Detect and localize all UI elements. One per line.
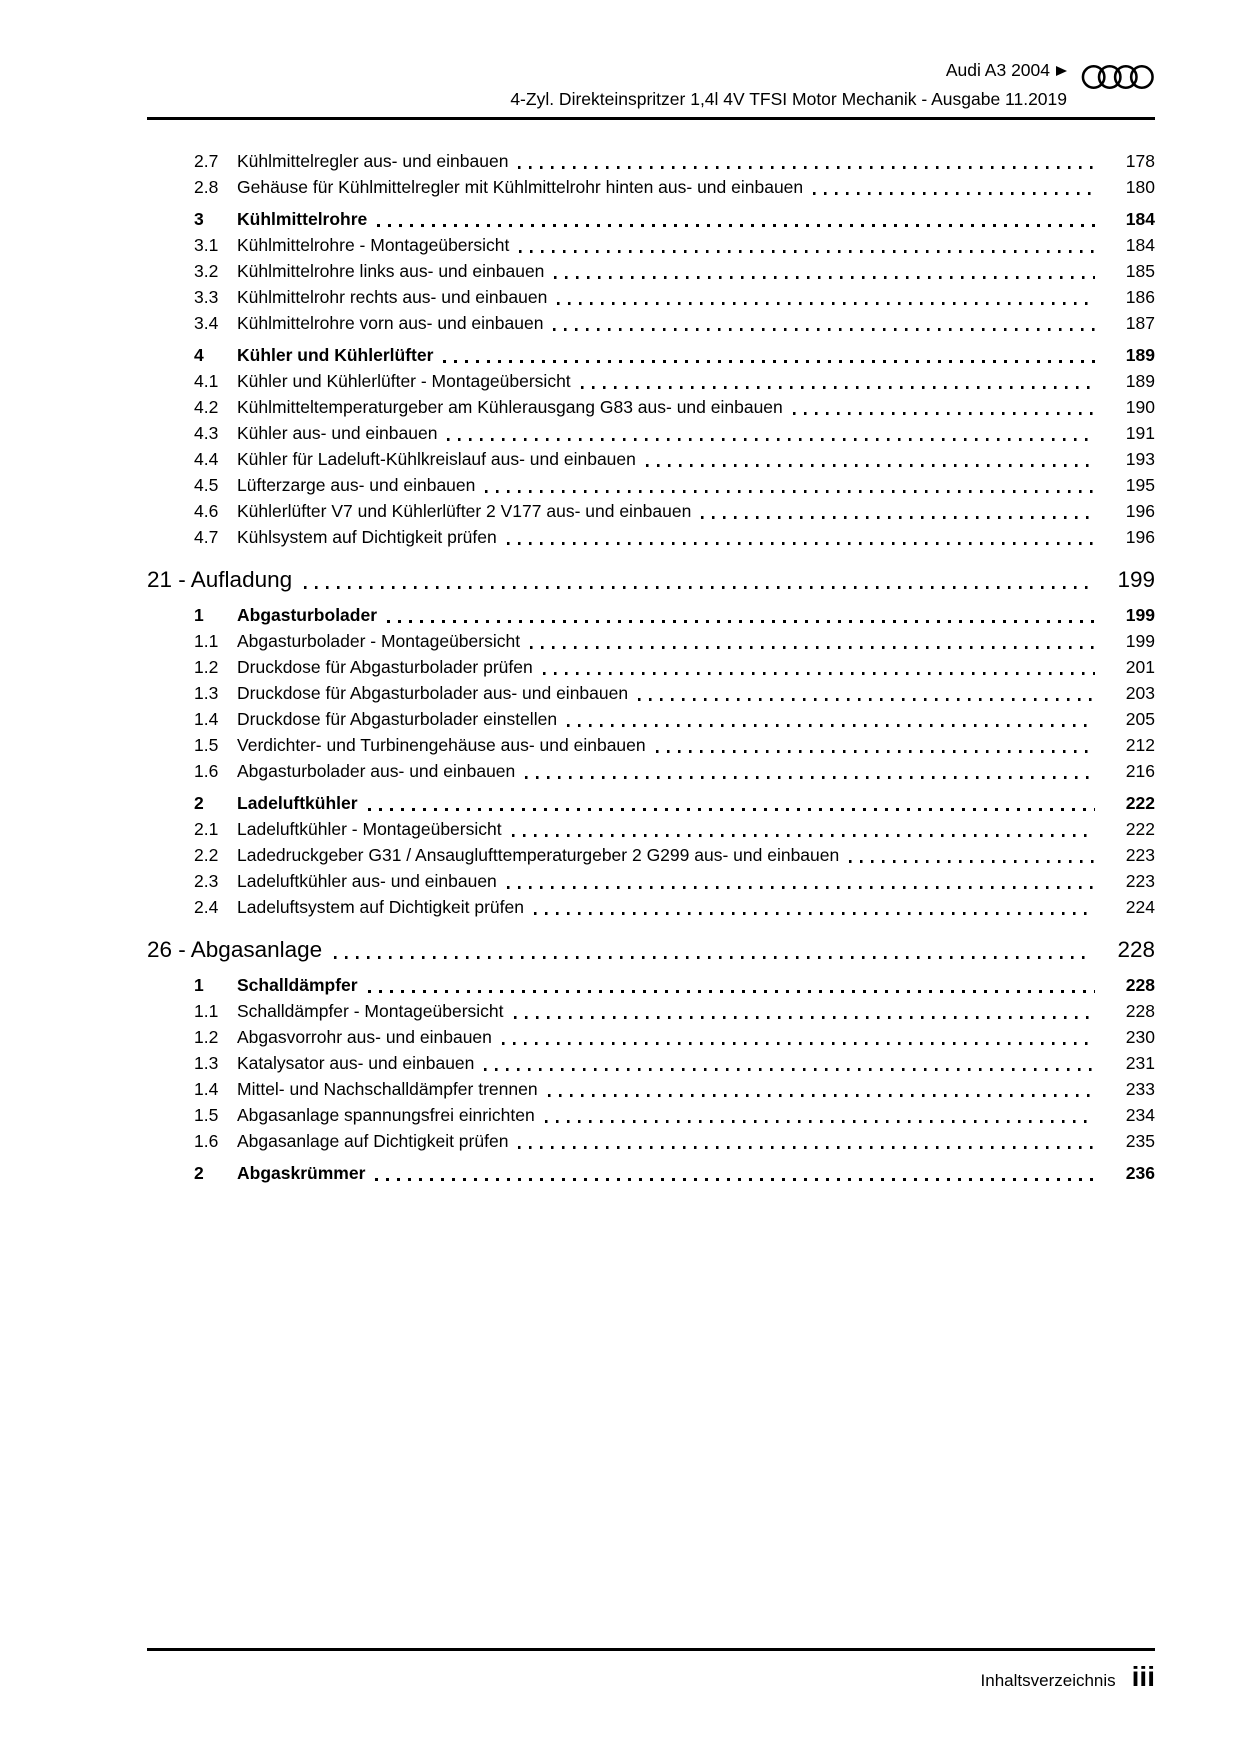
toc-entry-title: Ladeluftkühler bbox=[237, 793, 358, 813]
dot-leader bbox=[485, 490, 1095, 493]
toc-entry bbox=[147, 498, 1155, 524]
toc-entry-page: 228 bbox=[1125, 975, 1155, 995]
toc-entry bbox=[147, 654, 1155, 680]
toc-entry-page: 180 bbox=[1125, 177, 1155, 197]
toc-entry-number: 3.3 bbox=[194, 287, 219, 307]
header-divider bbox=[147, 117, 1155, 120]
dot-leader bbox=[519, 250, 1095, 253]
toc-entry bbox=[147, 602, 1155, 628]
toc-entry-title: Abgasvorrohr aus- und einbauen bbox=[237, 1027, 492, 1047]
toc-entry-number: 1.2 bbox=[194, 1027, 219, 1047]
toc-entry-page: 196 bbox=[1125, 501, 1155, 521]
toc-entry-page: 222 bbox=[1125, 819, 1155, 839]
toc-entry-page: 193 bbox=[1125, 449, 1155, 469]
toc-entry-page: 187 bbox=[1125, 313, 1155, 333]
toc-entry-title: Ladeluftkühler aus- und einbauen bbox=[237, 871, 497, 891]
toc-entry-title: Kühler und Kühlerlüfter bbox=[237, 345, 434, 365]
toc-entry-number: 4.3 bbox=[194, 423, 219, 443]
toc-entry bbox=[147, 524, 1155, 550]
toc-chapter-title: 26 - Abgasanlage bbox=[147, 937, 323, 962]
toc-entry-number: 4.6 bbox=[194, 501, 219, 521]
toc-entry-title: Kühler aus- und einbauen bbox=[237, 423, 438, 443]
dot-leader bbox=[813, 192, 1095, 195]
toc-entry bbox=[147, 1102, 1155, 1128]
toc-entry-page: 189 bbox=[1125, 345, 1155, 365]
toc-entry-page: 223 bbox=[1125, 871, 1155, 891]
table-of-contents bbox=[147, 148, 1155, 1186]
dot-leader bbox=[368, 808, 1095, 811]
toc-entry bbox=[147, 1050, 1155, 1076]
toc-entry bbox=[147, 998, 1155, 1024]
dot-leader bbox=[375, 1178, 1095, 1181]
audi-rings-logo-icon bbox=[1081, 62, 1155, 92]
toc-entry bbox=[147, 368, 1155, 394]
toc-entry-page: 201 bbox=[1125, 657, 1155, 677]
toc-entry-number: 2.4 bbox=[194, 897, 219, 917]
dot-leader bbox=[334, 956, 1089, 959]
toc-entry bbox=[147, 680, 1155, 706]
toc-entry-title: Kühlmittelrohr rechts aus- und einbauen bbox=[237, 287, 548, 307]
toc-entry-number: 2.8 bbox=[194, 177, 219, 197]
toc-entry-page: 212 bbox=[1125, 735, 1155, 755]
dot-leader bbox=[554, 276, 1095, 279]
toc-entry-number: 3.4 bbox=[194, 313, 219, 333]
toc-entry-page: 205 bbox=[1125, 709, 1155, 729]
toc-entry bbox=[147, 842, 1155, 868]
toc-entry bbox=[147, 284, 1155, 310]
dot-leader bbox=[518, 1146, 1095, 1149]
toc-entry-number: 1.1 bbox=[194, 1001, 219, 1021]
dot-leader bbox=[377, 224, 1095, 227]
toc-entry-title: Verdichter- und Turbinengehäuse aus- und einbauen bbox=[237, 735, 646, 755]
toc-entry bbox=[147, 790, 1155, 816]
toc-entry bbox=[147, 1024, 1155, 1050]
toc-entry-number: 1 bbox=[194, 975, 204, 995]
dot-leader bbox=[447, 438, 1095, 441]
toc-entry-page: 234 bbox=[1125, 1105, 1155, 1125]
toc-entry bbox=[147, 310, 1155, 336]
toc-entry-title: Katalysator aus- und einbauen bbox=[237, 1053, 475, 1073]
toc-entry-title: Schalldämpfer bbox=[237, 975, 358, 995]
toc-entry-page: 196 bbox=[1125, 527, 1155, 547]
toc-entry-number: 1.3 bbox=[194, 683, 219, 703]
toc-entry-title: Kühlmittelrohre vorn aus- und einbauen bbox=[237, 313, 544, 333]
toc-entry bbox=[147, 232, 1155, 258]
footer-divider bbox=[147, 1648, 1155, 1651]
dot-leader bbox=[368, 990, 1095, 993]
toc-entry-number: 2.7 bbox=[194, 151, 219, 171]
toc-entry bbox=[147, 1160, 1155, 1186]
toc-entry bbox=[147, 868, 1155, 894]
dot-leader bbox=[581, 386, 1095, 389]
page-footer bbox=[147, 1660, 1155, 1694]
toc-entry-page: 203 bbox=[1125, 683, 1155, 703]
toc-entry-number: 2 bbox=[194, 1163, 204, 1183]
toc-entry-number: 1.3 bbox=[194, 1053, 219, 1073]
toc-chapter-page: 199 bbox=[1117, 567, 1155, 592]
toc-entry-number: 1.6 bbox=[194, 1131, 219, 1151]
dot-leader bbox=[512, 834, 1095, 837]
toc-entry-number: 2.2 bbox=[194, 845, 219, 865]
toc-entry bbox=[147, 206, 1155, 232]
toc-entry-page: 184 bbox=[1125, 235, 1155, 255]
toc-entry bbox=[147, 628, 1155, 654]
dot-leader bbox=[849, 860, 1095, 863]
dot-leader bbox=[304, 586, 1089, 589]
toc-entry-title: Druckdose für Abgasturbolader einstellen bbox=[237, 709, 558, 729]
toc-entry-title: Abgasturbolader aus- und einbauen bbox=[237, 761, 516, 781]
toc-entry-title: Abgasturbolader bbox=[237, 605, 378, 625]
toc-entry bbox=[147, 758, 1155, 784]
toc-entry-number: 2.1 bbox=[194, 819, 219, 839]
toc-entry-number: 1.4 bbox=[194, 709, 219, 729]
dot-leader bbox=[534, 912, 1095, 915]
toc-entry-number: 1.2 bbox=[194, 657, 219, 677]
dot-leader bbox=[656, 750, 1095, 753]
toc-entry-title: Mittel- und Nachschalldämpfer trennen bbox=[237, 1079, 538, 1099]
toc-entry-number: 3 bbox=[194, 209, 204, 229]
dot-leader bbox=[545, 1120, 1095, 1123]
toc-entry-page: 199 bbox=[1125, 605, 1155, 625]
toc-entry-page: 185 bbox=[1125, 261, 1155, 281]
toc-entry-number: 4.7 bbox=[194, 527, 219, 547]
dot-leader bbox=[553, 328, 1095, 331]
header-model-line bbox=[147, 56, 1067, 85]
toc-entry-number: 4.1 bbox=[194, 371, 219, 391]
toc-entry-page: 184 bbox=[1125, 209, 1155, 229]
toc-entry bbox=[147, 174, 1155, 200]
toc-entry-title: Lüfterzarge aus- und einbauen bbox=[237, 475, 476, 495]
toc-chapter-heading bbox=[147, 564, 1155, 596]
toc-entry-title: Abgasanlage auf Dichtigkeit prüfen bbox=[237, 1131, 509, 1151]
toc-entry-title: Abgaskrümmer bbox=[237, 1163, 366, 1183]
toc-entry-page: 189 bbox=[1125, 371, 1155, 391]
toc-entry bbox=[147, 706, 1155, 732]
dot-leader bbox=[525, 776, 1095, 779]
toc-entry bbox=[147, 1076, 1155, 1102]
toc-entry-page: 222 bbox=[1125, 793, 1155, 813]
toc-entry-page: 216 bbox=[1125, 761, 1155, 781]
toc-entry-number: 4 bbox=[194, 345, 204, 365]
toc-entry-title: Schalldämpfer - Montageübersicht bbox=[237, 1001, 504, 1021]
model-year-arrow-icon bbox=[1056, 66, 1067, 76]
toc-entry-title: Kühlsystem auf Dichtigkeit prüfen bbox=[237, 527, 497, 547]
footer-section-label: Inhaltsverzeichnis bbox=[980, 1671, 1116, 1690]
dot-leader bbox=[507, 542, 1095, 545]
footer-page-number: iii bbox=[1131, 1661, 1155, 1692]
dot-leader bbox=[507, 886, 1095, 889]
page-header bbox=[147, 56, 1155, 114]
header-subtitle: 4-Zyl. Direkteinspritzer 1,4l 4V TFSI Motor Mechanik - Ausgabe 11.2019 bbox=[510, 89, 1067, 109]
toc-entry-title: Kühlmittelrohre links aus- und einbauen bbox=[237, 261, 545, 281]
toc-entry bbox=[147, 972, 1155, 998]
toc-entry bbox=[147, 732, 1155, 758]
toc-entry-number: 1.5 bbox=[194, 735, 219, 755]
toc-entry-title: Abgasturbolader - Montageübersicht bbox=[237, 631, 521, 651]
toc-entry-number: 2.3 bbox=[194, 871, 219, 891]
toc-entry bbox=[147, 148, 1155, 174]
toc-entry-number: 3.1 bbox=[194, 235, 219, 255]
toc-entry bbox=[147, 258, 1155, 284]
toc-entry bbox=[147, 894, 1155, 920]
toc-chapter-title: 21 - Aufladung bbox=[147, 567, 293, 592]
dot-leader bbox=[387, 620, 1095, 623]
toc-entry bbox=[147, 472, 1155, 498]
toc-entry-title: Kühlmittelrohre bbox=[237, 209, 368, 229]
toc-entry-title: Kühler für Ladeluft-Kühlkreislauf aus- und einbauen bbox=[237, 449, 636, 469]
toc-entry-page: 190 bbox=[1125, 397, 1155, 417]
toc-entry-number: 3.2 bbox=[194, 261, 219, 281]
dot-leader bbox=[543, 672, 1095, 675]
toc-entry-title: Gehäuse für Kühlmittelregler mit Kühlmittelrohr hinten aus- und einbauen bbox=[237, 177, 804, 197]
toc-entry-page: 199 bbox=[1125, 631, 1155, 651]
toc-entry bbox=[147, 420, 1155, 446]
toc-entry-page: 224 bbox=[1125, 897, 1155, 917]
dot-leader bbox=[530, 646, 1095, 649]
toc-entry-title: Kühlerlüfter V7 und Kühlerlüfter 2 V177 aus- und einbauen bbox=[237, 501, 692, 521]
toc-entry-title: Ladeluftsystem auf Dichtigkeit prüfen bbox=[237, 897, 524, 917]
toc-entry bbox=[147, 816, 1155, 842]
header-text bbox=[147, 56, 1067, 114]
toc-entry-page: 228 bbox=[1125, 1001, 1155, 1021]
toc-entry-title: Ladedruckgeber G31 / Ansauglufttemperaturgeber 2 G299 aus- und einbauen bbox=[237, 845, 840, 865]
toc-entry-title: Kühlmittelregler aus- und einbauen bbox=[237, 151, 509, 171]
toc-entry bbox=[147, 342, 1155, 368]
dot-leader bbox=[518, 166, 1095, 169]
toc-entry-page: 186 bbox=[1125, 287, 1155, 307]
dot-leader bbox=[557, 302, 1095, 305]
dot-leader bbox=[502, 1042, 1095, 1045]
toc-entry-title: Ladeluftkühler - Montageübersicht bbox=[237, 819, 502, 839]
dot-leader bbox=[646, 464, 1095, 467]
toc-entry-number: 4.2 bbox=[194, 397, 219, 417]
toc-entry-number: 1.6 bbox=[194, 761, 219, 781]
dot-leader bbox=[701, 516, 1095, 519]
toc-entry-title: Druckdose für Abgasturbolader prüfen bbox=[237, 657, 533, 677]
toc-entry-number: 1 bbox=[194, 605, 204, 625]
toc-entry-title: Kühlmittelrohre - Montageübersicht bbox=[237, 235, 510, 255]
toc-entry-page: 231 bbox=[1125, 1053, 1155, 1073]
dot-leader bbox=[567, 724, 1095, 727]
toc-entry-number: 1.4 bbox=[194, 1079, 219, 1099]
dot-leader bbox=[443, 360, 1095, 363]
toc-entry-page: 195 bbox=[1125, 475, 1155, 495]
toc-entry-number: 1.5 bbox=[194, 1105, 219, 1125]
dot-leader bbox=[638, 698, 1095, 701]
toc-entry-title: Druckdose für Abgasturbolader aus- und einbauen bbox=[237, 683, 629, 703]
toc-entry-page: 223 bbox=[1125, 845, 1155, 865]
dot-leader bbox=[484, 1068, 1095, 1071]
toc-entry-title: Abgasanlage spannungsfrei einrichten bbox=[237, 1105, 535, 1125]
dot-leader bbox=[514, 1016, 1095, 1019]
toc-chapter-page: 228 bbox=[1117, 937, 1155, 962]
toc-entry-page: 235 bbox=[1125, 1131, 1155, 1151]
toc-chapter-heading bbox=[147, 934, 1155, 966]
toc-entry-number: 1.1 bbox=[194, 631, 219, 651]
header-model-text: Audi A3 2004 bbox=[945, 60, 1050, 80]
toc-entry-number: 4.5 bbox=[194, 475, 219, 495]
dot-leader bbox=[793, 412, 1095, 415]
toc-entry-page: 191 bbox=[1125, 423, 1155, 443]
toc-entry-page: 178 bbox=[1125, 151, 1155, 171]
toc-entry-page: 230 bbox=[1125, 1027, 1155, 1047]
dot-leader bbox=[548, 1094, 1095, 1097]
toc-entry bbox=[147, 446, 1155, 472]
toc-entry-number: 2 bbox=[194, 793, 204, 813]
toc-entry-page: 236 bbox=[1125, 1163, 1155, 1183]
toc-entry bbox=[147, 394, 1155, 420]
toc-entry-number: 4.4 bbox=[194, 449, 219, 469]
toc-entry-title: Kühler und Kühlerlüfter - Montageübersicht bbox=[237, 371, 571, 391]
toc-entry bbox=[147, 1128, 1155, 1154]
toc-entry-title: Kühlmitteltemperaturgeber am Kühlerausgang G83 aus- und einbauen bbox=[237, 397, 783, 417]
toc-entry-page: 233 bbox=[1125, 1079, 1155, 1099]
